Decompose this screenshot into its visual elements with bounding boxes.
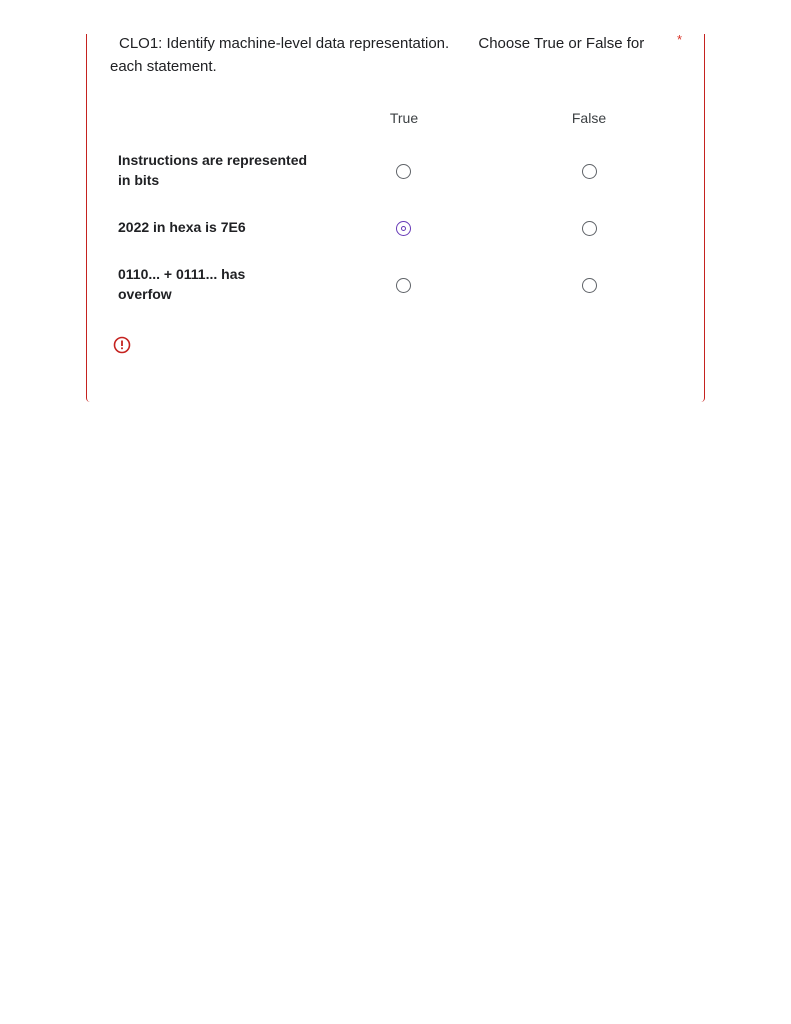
question-title bbox=[110, 32, 670, 78]
radio-row3-true[interactable] bbox=[396, 278, 411, 293]
radio-row2-true[interactable] bbox=[396, 221, 411, 236]
row-label-3-line1: 0110... + 0111... has bbox=[118, 266, 246, 282]
row-label-1-line1: Instructions are represented bbox=[118, 152, 308, 168]
row-label-2 bbox=[118, 217, 318, 237]
radio-row1-false[interactable] bbox=[582, 164, 597, 179]
radio-row2-false[interactable] bbox=[582, 221, 597, 236]
error-exclamation-icon bbox=[113, 336, 131, 354]
row-label-1-line2: in bits bbox=[118, 172, 160, 188]
radio-row3-false[interactable] bbox=[582, 278, 597, 293]
required-marker: * bbox=[677, 32, 683, 47]
row-label-1 bbox=[118, 150, 318, 190]
column-header-true: True bbox=[389, 110, 419, 126]
row-label-3-line2: overfow bbox=[118, 286, 172, 302]
question-card bbox=[86, 34, 705, 402]
column-header-false: False bbox=[571, 110, 607, 126]
question-title-line2: each statement. bbox=[110, 58, 217, 75]
question-title-line1: CLO1: Identify machine-level data representation. Choose True or False for bbox=[119, 35, 645, 52]
row-label-2-line1: 2022 in hexa is 7E6 bbox=[118, 219, 246, 235]
row-label-3 bbox=[118, 264, 318, 304]
radio-row1-true[interactable] bbox=[396, 164, 411, 179]
